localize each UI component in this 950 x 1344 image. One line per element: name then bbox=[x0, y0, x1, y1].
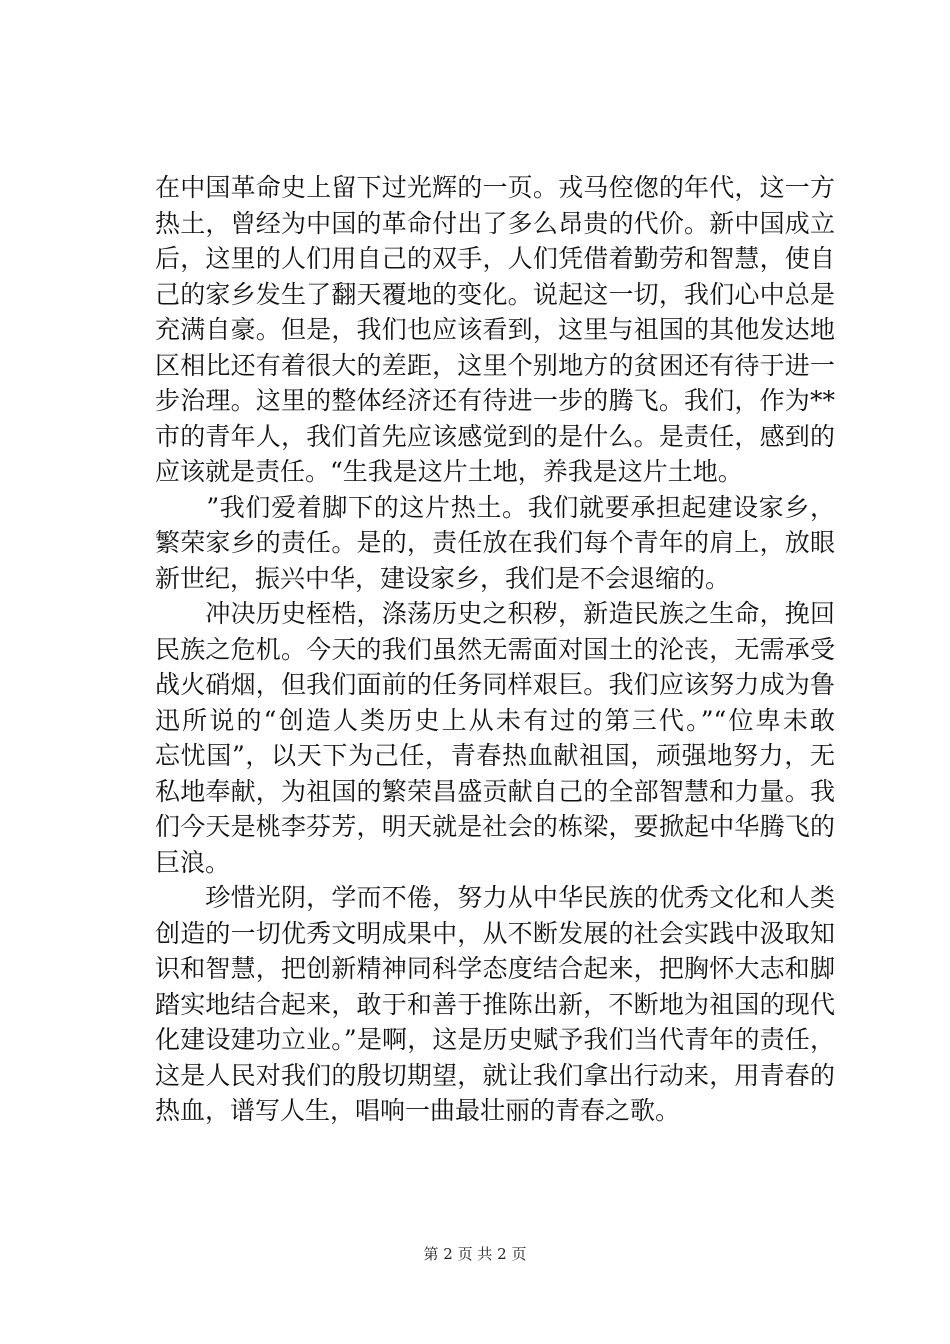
text-line: 踏实地结合起来，敢于和善于推陈出新，不断地为祖国的现代 bbox=[155, 989, 835, 1019]
text-line: 后，这里的人们用自己的双手，人们凭借着勤劳和智慧，使自 bbox=[155, 244, 835, 273]
text-line: 冲决历史桎梏，涤荡历史之积秽，新造民族之生命，挽回 bbox=[155, 599, 835, 628]
text-line: 充满自豪。但是，我们也应该看到，这里与祖国的其他发达地 bbox=[155, 315, 835, 344]
text-line: 市的青年人，我们首先应该感觉到的是什么。是责任，感到的 bbox=[155, 421, 835, 451]
text-line: 区相比还有着很大的差距，这里个别地方的贫困还有待于进一 bbox=[155, 350, 835, 380]
body-text bbox=[155, 170, 835, 1129]
text-line: 这是人民对我们的殷切期望，就让我们拿出行动来，用青春的 bbox=[155, 1060, 835, 1090]
text-line: 步治理。这里的整体经济还有待进一步的腾飞。我们，作为** bbox=[155, 386, 835, 415]
text-line: 己的家乡发生了翻天覆地的变化。说起这一切，我们心中总是 bbox=[155, 279, 835, 309]
text-line: 巨浪。 bbox=[155, 847, 231, 877]
text-line: 化建设建功立业。”是啊，这是历史赋予我们当代青年的责任， bbox=[155, 1025, 835, 1054]
text-line: ”我们爱着脚下的这片热土。我们就要承担起建设家乡， bbox=[155, 492, 835, 522]
text-line: 私地奉献，为祖国的繁荣昌盛贡献自己的全部智慧和力量。我 bbox=[155, 776, 835, 806]
text-line: 迅所说的“创造人类历史上从未有过的第三代。”“位卑未敢 bbox=[155, 705, 835, 735]
text-line: 们今天是桃李芬芳，明天就是社会的栋梁，要掀起中华腾飞的 bbox=[155, 812, 835, 841]
text-line: 应该就是责任。“生我是这片土地，养我是这片土地。 bbox=[155, 457, 743, 486]
text-line: 在中国革命史上留下过光辉的一页。戎马倥偬的年代，这一方 bbox=[155, 173, 835, 202]
text-line: 民族之危机。今天的我们虽然无需面对国土的沦丧，无需承受 bbox=[155, 634, 835, 664]
text-line: 热土，曾经为中国的革命付出了多么昂贵的代价。新中国成立 bbox=[155, 208, 835, 238]
page-footer bbox=[0, 1244, 950, 1264]
text-line: 识和智慧，把创新精神同科学态度结合起来，把胸怀大志和脚 bbox=[155, 954, 835, 983]
text-line: 新世纪，振兴中华，建设家乡，我们是不会退缩的。 bbox=[155, 563, 731, 593]
text-line: 战火硝烟，但我们面前的任务同样艰巨。我们应该努力成为鲁 bbox=[155, 670, 835, 699]
text-line: 热血，谱写人生，唱响一曲最壮丽的青春之歌。 bbox=[155, 1096, 681, 1125]
text-line: 珍惜光阴，学而不倦，努力从中华民族的优秀文化和人类 bbox=[155, 883, 835, 912]
text-line: 繁荣家乡的责任。是的，责任放在我们每个青年的肩上，放眼 bbox=[155, 528, 835, 557]
page-number: 第 2 页 共 2 页 bbox=[423, 1245, 527, 1263]
text-line: 创造的一切优秀文明成果中，从不断发展的社会实践中汲取知 bbox=[155, 918, 835, 948]
text-line: 忘忧国”，以天下为己任，青春热血献祖国，顽强地努力，无 bbox=[155, 741, 835, 770]
